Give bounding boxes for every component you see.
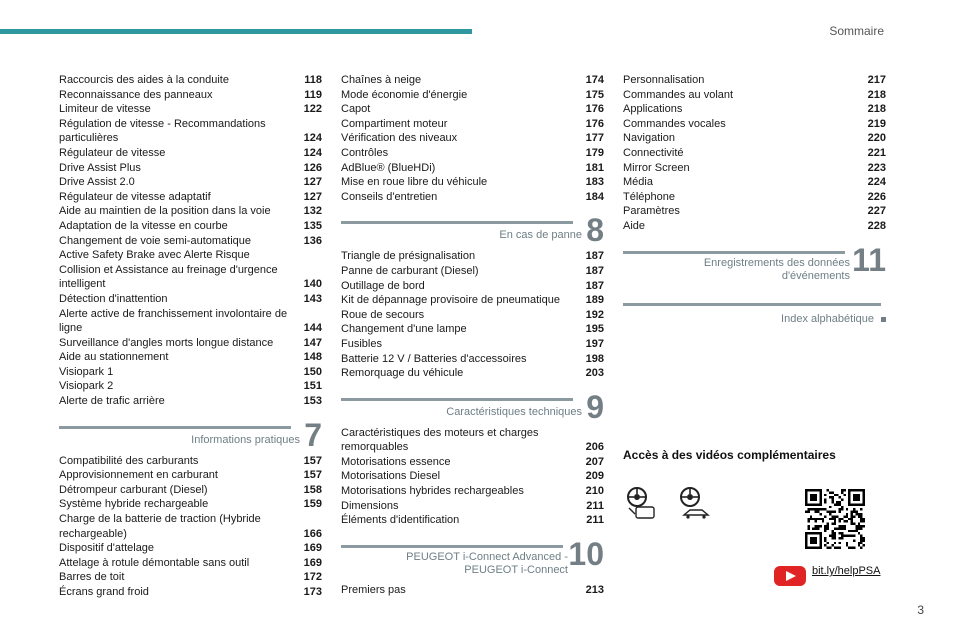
toc-entry[interactable] — [59, 497, 322, 512]
section-title-line: d'événements — [781, 269, 850, 282]
toc-entry[interactable] — [59, 263, 322, 292]
toc-entry-page: 226 — [867, 190, 886, 203]
toc-entry[interactable] — [59, 161, 322, 176]
toc-entry[interactable] — [341, 293, 604, 308]
toc-entry[interactable] — [341, 117, 604, 132]
toc-entry-title: Applications — [623, 103, 683, 116]
toc-entry-page: 181 — [585, 161, 604, 174]
toc-entry-title: Batterie 12 V / Batteries d'accessoires — [341, 352, 527, 365]
toc-column-1 — [59, 73, 322, 600]
toc-entry-page: 127 — [303, 176, 322, 189]
toc-entry[interactable] — [341, 175, 604, 190]
wheel-car-icon — [676, 486, 716, 527]
toc-entry-title: Charge de la batterie de traction (Hybride rechargeable) — [59, 513, 261, 540]
toc-entry-title: Roue de secours — [341, 308, 425, 321]
section-number: 10 — [568, 535, 604, 572]
toc-entry-title: Détection d'inattention — [59, 292, 168, 305]
toc-entry-page: 179 — [585, 146, 604, 159]
toc-entry[interactable] — [59, 307, 322, 336]
toc-entry[interactable] — [59, 234, 322, 249]
toc-entry[interactable] — [59, 585, 322, 600]
toc-entry-title: Personnalisation — [623, 74, 705, 86]
toc-entry-title: Drive Assist 2.0 — [59, 176, 135, 189]
videos-title: Accès à des vidéos complémentaires — [623, 448, 836, 462]
toc-entry-page: 221 — [867, 146, 886, 159]
toc-entry-title: Écrans grand froid — [59, 586, 149, 598]
toc-entry[interactable] — [341, 337, 604, 352]
toc-entry-page: 124 — [303, 146, 322, 159]
toc-entry-page: 166 — [303, 527, 322, 540]
toc-entry-title: Reconnaissance des panneaux — [59, 88, 213, 101]
toc-entry[interactable] — [59, 219, 322, 234]
toc-entry-page: 122 — [303, 103, 322, 116]
youtube-icon[interactable] — [774, 566, 806, 586]
toc-entry[interactable] — [59, 248, 322, 263]
toc-entry-title: Active Safety Brake avec Alerte Risque — [59, 249, 250, 262]
section-title-line: Enregistrements des données — [703, 256, 850, 269]
toc-entry[interactable] — [59, 88, 322, 103]
toc-entry-title: Vérification des niveaux — [341, 132, 458, 145]
section-rule — [623, 251, 845, 254]
toc-entry-page: 207 — [585, 455, 604, 468]
toc-entry-title: Panne de carburant (Diesel) — [341, 264, 479, 277]
toc-list — [59, 73, 322, 409]
toc-entry[interactable] — [341, 513, 604, 528]
toc-entry-title: Connectivité — [623, 146, 684, 159]
section-title — [704, 257, 850, 283]
toc-entry-page: 148 — [303, 351, 322, 364]
toc-entry[interactable] — [59, 394, 322, 409]
toc-entry-title: Visiopark 1 — [59, 365, 114, 378]
toc-entry[interactable] — [341, 308, 604, 323]
toc-entry-title: Compartiment moteur — [341, 117, 448, 130]
toc-entry-title: Détrompeur carburant (Diesel) — [59, 483, 208, 496]
toc-entry[interactable] — [59, 175, 322, 190]
toc-entry-page: 187 — [585, 264, 604, 277]
toc-entry-title: Remorquage du véhicule — [341, 367, 464, 380]
toc-entry-page: 183 — [585, 176, 604, 189]
toc-entry-page: 177 — [585, 132, 604, 145]
toc-entry-page: 224 — [867, 176, 886, 189]
toc-entry-title: Outillage de bord — [341, 279, 425, 292]
section-title — [406, 551, 568, 577]
toc-entry-title: Mode économie d'énergie — [341, 88, 468, 101]
section-title: Informations pratiques — [191, 433, 300, 446]
toc-entry-page: 217 — [867, 74, 886, 86]
toc-entry[interactable] — [341, 499, 604, 514]
section-rule — [341, 398, 573, 401]
toc-entry[interactable] — [341, 455, 604, 470]
square-bullet-icon — [881, 317, 886, 322]
qr-code-icon[interactable] — [805, 489, 865, 549]
toc-entry-page: 228 — [867, 219, 886, 232]
toc-entry[interactable] — [341, 322, 604, 337]
toc-entry[interactable] — [341, 366, 604, 381]
section-number: 9 — [586, 388, 604, 425]
toc-entry[interactable] — [623, 102, 886, 117]
toc-entry-title: Compatibilité des carburants — [59, 454, 199, 467]
toc-entry-page: 169 — [303, 556, 322, 569]
toc-entry-title: Fusibles — [341, 337, 382, 350]
toc-entry-page: 158 — [303, 483, 322, 496]
toc-entry-title: Premiers pas — [341, 583, 406, 596]
toc-entry-page: 211 — [586, 499, 604, 512]
toc-entry[interactable] — [623, 190, 886, 205]
toc-entry[interactable] — [59, 483, 322, 498]
toc-entry-page: 227 — [867, 205, 886, 218]
toc-entry[interactable] — [59, 350, 322, 365]
toc-list — [341, 426, 604, 528]
toc-entry[interactable] — [623, 88, 886, 103]
toc-entry-page: 159 — [303, 498, 322, 511]
section-header-7 — [59, 418, 322, 452]
index-title: Index alphabétique — [781, 312, 874, 325]
section-number: 11 — [852, 241, 886, 278]
wheel-screen-icon — [624, 486, 658, 525]
toc-entry[interactable] — [341, 426, 604, 455]
toc-entry-page: 176 — [585, 103, 604, 116]
toc-entry[interactable] — [623, 117, 886, 132]
toc-entry[interactable] — [59, 102, 322, 117]
toc-entry-page: 140 — [303, 278, 322, 291]
toc-entry-title: Commandes au volant — [623, 88, 734, 101]
section-title: En cas de panne — [499, 229, 582, 242]
toc-entry-title: Aide — [623, 219, 646, 232]
toc-entry-title: Téléphone — [623, 190, 675, 203]
toc-entry[interactable] — [341, 102, 604, 117]
toc-entry-page: 143 — [303, 292, 322, 305]
toc-entry-page: 218 — [867, 103, 886, 116]
toc-entry[interactable] — [623, 204, 886, 219]
toc-entry[interactable] — [341, 131, 604, 146]
toc-entry-title: Surveillance d'angles morts longue distance — [59, 336, 274, 349]
toc-entry-page: 124 — [303, 132, 322, 145]
toc-entry[interactable] — [623, 131, 886, 146]
header-accent-bar — [0, 29, 472, 34]
help-link[interactable]: bit.ly/helpPSA — [812, 565, 881, 577]
toc-list — [341, 73, 604, 204]
toc-entry[interactable] — [59, 365, 322, 380]
section-number: 8 — [586, 212, 604, 249]
toc-entry-page: 184 — [585, 190, 604, 203]
toc-entry-title: Kit de dépannage provisoire de pneumatique — [341, 294, 560, 307]
toc-entry[interactable] — [341, 279, 604, 294]
section-title: Sommaire — [829, 24, 884, 38]
toc-entry-title: Changement de voie semi-automatique — [59, 234, 252, 247]
toc-entry-page: 210 — [585, 485, 604, 498]
toc-entry-title: Visiopark 2 — [59, 380, 114, 393]
toc-entry-page: 175 — [585, 88, 604, 101]
toc-entry-title: Aide au stationnement — [59, 351, 169, 364]
toc-entry[interactable] — [59, 336, 322, 351]
toc-entry[interactable] — [59, 379, 322, 394]
toc-entry[interactable] — [59, 556, 322, 571]
toc-entry[interactable] — [341, 73, 604, 88]
toc-entry-page: 144 — [303, 322, 322, 335]
toc-list — [341, 583, 604, 598]
toc-entry-title: Barres de toit — [59, 571, 125, 584]
index-header[interactable] — [623, 303, 886, 327]
page-number: 3 — [917, 603, 924, 617]
toc-entry-title: Attelage à rotule démontable sans outil — [59, 556, 250, 569]
toc-entry-page: 127 — [303, 190, 322, 203]
toc-entry-title: Mise en roue libre du véhicule — [341, 176, 488, 189]
toc-entry[interactable] — [341, 146, 604, 161]
toc-entry[interactable] — [59, 454, 322, 469]
section-rule — [341, 221, 573, 224]
toc-entry-page: 157 — [303, 454, 322, 467]
toc-entry-page: 150 — [303, 365, 322, 378]
toc-entry[interactable] — [59, 146, 322, 161]
toc-entry[interactable] — [341, 88, 604, 103]
toc-entry[interactable] — [341, 249, 604, 264]
toc-entry[interactable] — [59, 204, 322, 219]
toc-entry[interactable] — [341, 469, 604, 484]
toc-entry-page: 132 — [303, 205, 322, 218]
toc-entry-page: 220 — [867, 132, 886, 145]
toc-entry-title: Paramètres — [623, 205, 680, 218]
toc-entry-page: 135 — [303, 219, 322, 232]
toc-entry-title: Mirror Screen — [623, 161, 690, 174]
section-title: Caractéristiques techniques — [446, 405, 582, 418]
toc-entry-title: Régulateur de vitesse adaptatif — [59, 190, 211, 203]
section-header-10 — [341, 537, 604, 581]
toc-entry-title: Média — [623, 176, 653, 189]
toc-entry-title: Alerte active de franchissement involontaire de ligne — [59, 307, 288, 335]
toc-entry-title: Changement d'une lampe — [341, 323, 467, 336]
toc-entry[interactable] — [59, 468, 322, 483]
section-header-11 — [623, 243, 886, 287]
toc-entry-page: 126 — [303, 161, 322, 174]
toc-entry-page: 153 — [303, 395, 322, 408]
toc-entry-title: Contrôles — [341, 146, 389, 159]
toc-entry-page: 119 — [304, 88, 322, 101]
section-rule — [59, 426, 291, 429]
toc-entry-page: 206 — [585, 441, 604, 454]
toc-entry-title: Limiteur de vitesse — [59, 103, 151, 116]
toc-entry-page: 197 — [585, 337, 604, 350]
section-rule — [341, 545, 563, 548]
toc-entry[interactable] — [59, 570, 322, 585]
toc-entry-title: Éléments d'identification — [341, 514, 460, 527]
toc-entry-title: Alerte de trafic arrière — [59, 395, 165, 408]
toc-entry[interactable] — [59, 117, 322, 146]
toc-entry-title: Navigation — [623, 132, 675, 145]
toc-entry-title: Triangle de présignalisation — [341, 250, 476, 263]
toc-entry-title: Capot — [341, 103, 371, 116]
toc-entry-page: 218 — [867, 88, 886, 101]
section-rule — [623, 303, 881, 306]
toc-entry[interactable] — [341, 583, 604, 598]
toc-entry-title: Raccourcis des aides à la conduite — [59, 74, 229, 86]
toc-entry[interactable] — [341, 352, 604, 367]
toc-entry[interactable] — [623, 73, 886, 88]
toc-entry-title: Système hybride rechargeable — [59, 498, 209, 511]
toc-entry-title: Drive Assist Plus — [59, 161, 141, 174]
toc-entry-title: Motorisations hybrides rechargeables — [341, 485, 524, 498]
toc-entry-page: 173 — [303, 586, 322, 598]
toc-entry-page: 203 — [585, 367, 604, 380]
toc-entry-page: 147 — [303, 336, 322, 349]
section-number: 7 — [304, 416, 322, 453]
toc-column-3 — [623, 73, 886, 327]
toc-entry-title: Caractéristiques des moteurs et charges remorquables — [341, 426, 539, 454]
toc-entry[interactable] — [623, 146, 886, 161]
toc-entry-title: Adaptation de la vitesse en courbe — [59, 219, 228, 232]
toc-list — [341, 249, 604, 380]
toc-entry-page: 174 — [585, 74, 604, 86]
section-title-line: PEUGEOT i-Connect — [464, 563, 568, 576]
toc-entry-page: 172 — [303, 571, 322, 584]
section-header-9 — [341, 390, 604, 424]
toc-entry-title: Chaînes à neige — [341, 74, 422, 86]
toc-entry-title: Dispositif d'attelage — [59, 542, 155, 555]
toc-entry[interactable] — [341, 161, 604, 176]
toc-entry-page: 219 — [867, 117, 886, 130]
toc-list — [623, 73, 886, 234]
toc-entry[interactable] — [623, 161, 886, 176]
toc-entry[interactable] — [59, 512, 322, 541]
toc-entry-page: 211 — [586, 514, 604, 527]
toc-entry-page: 187 — [585, 250, 604, 263]
section-header-8 — [341, 213, 604, 247]
toc-entry-page: 151 — [303, 380, 322, 393]
toc-entry-title: Régulateur de vitesse — [59, 146, 166, 159]
toc-entry[interactable] — [59, 292, 322, 307]
toc-entry-page: 176 — [585, 117, 604, 130]
toc-entry[interactable] — [341, 190, 604, 205]
toc-entry-title: Motorisations Diesel — [341, 470, 441, 483]
toc-entry-title: Commandes vocales — [623, 117, 726, 130]
toc-entry-title: Approvisionnement en carburant — [59, 469, 218, 482]
toc-entry-title: AdBlue® (BlueHDi) — [341, 161, 436, 174]
toc-entry[interactable] — [623, 175, 886, 190]
toc-entry-page: 157 — [303, 469, 322, 482]
toc-entry-title: Motorisations essence — [341, 455, 451, 468]
toc-entry[interactable] — [59, 541, 322, 556]
toc-entry-page: 195 — [585, 323, 604, 336]
toc-column-2 — [341, 73, 604, 597]
toc-entry-page: 136 — [303, 234, 322, 247]
toc-entry-title: Aide au maintien de la position dans la voie — [59, 205, 271, 218]
toc-entry-page: 198 — [585, 352, 604, 365]
toc-entry-title: Collision et Assistance au freinage d'urgence intelligent — [59, 263, 278, 291]
toc-entry[interactable] — [341, 484, 604, 499]
section-title-line: PEUGEOT i-Connect Advanced - — [406, 550, 568, 563]
toc-entry[interactable] — [59, 190, 322, 205]
toc-entry-page: 189 — [585, 294, 604, 307]
toc-list — [59, 454, 322, 600]
toc-entry[interactable] — [623, 219, 886, 234]
toc-entry-page: 223 — [867, 161, 886, 174]
toc-entry-page: 169 — [303, 542, 322, 555]
toc-entry-page: 192 — [585, 308, 604, 321]
toc-entry-title: Dimensions — [341, 499, 399, 512]
toc-entry-page: 209 — [585, 470, 604, 483]
toc-entry[interactable] — [341, 264, 604, 279]
toc-entry-page: 118 — [304, 74, 322, 86]
toc-entry[interactable] — [59, 73, 322, 88]
toc-entry-page: 187 — [585, 279, 604, 292]
toc-entry-title: Conseils d'entretien — [341, 190, 438, 203]
toc-entry-page: 213 — [585, 583, 604, 596]
toc-entry-title: Régulation de vitesse - Recommandations particulières — [59, 117, 266, 145]
